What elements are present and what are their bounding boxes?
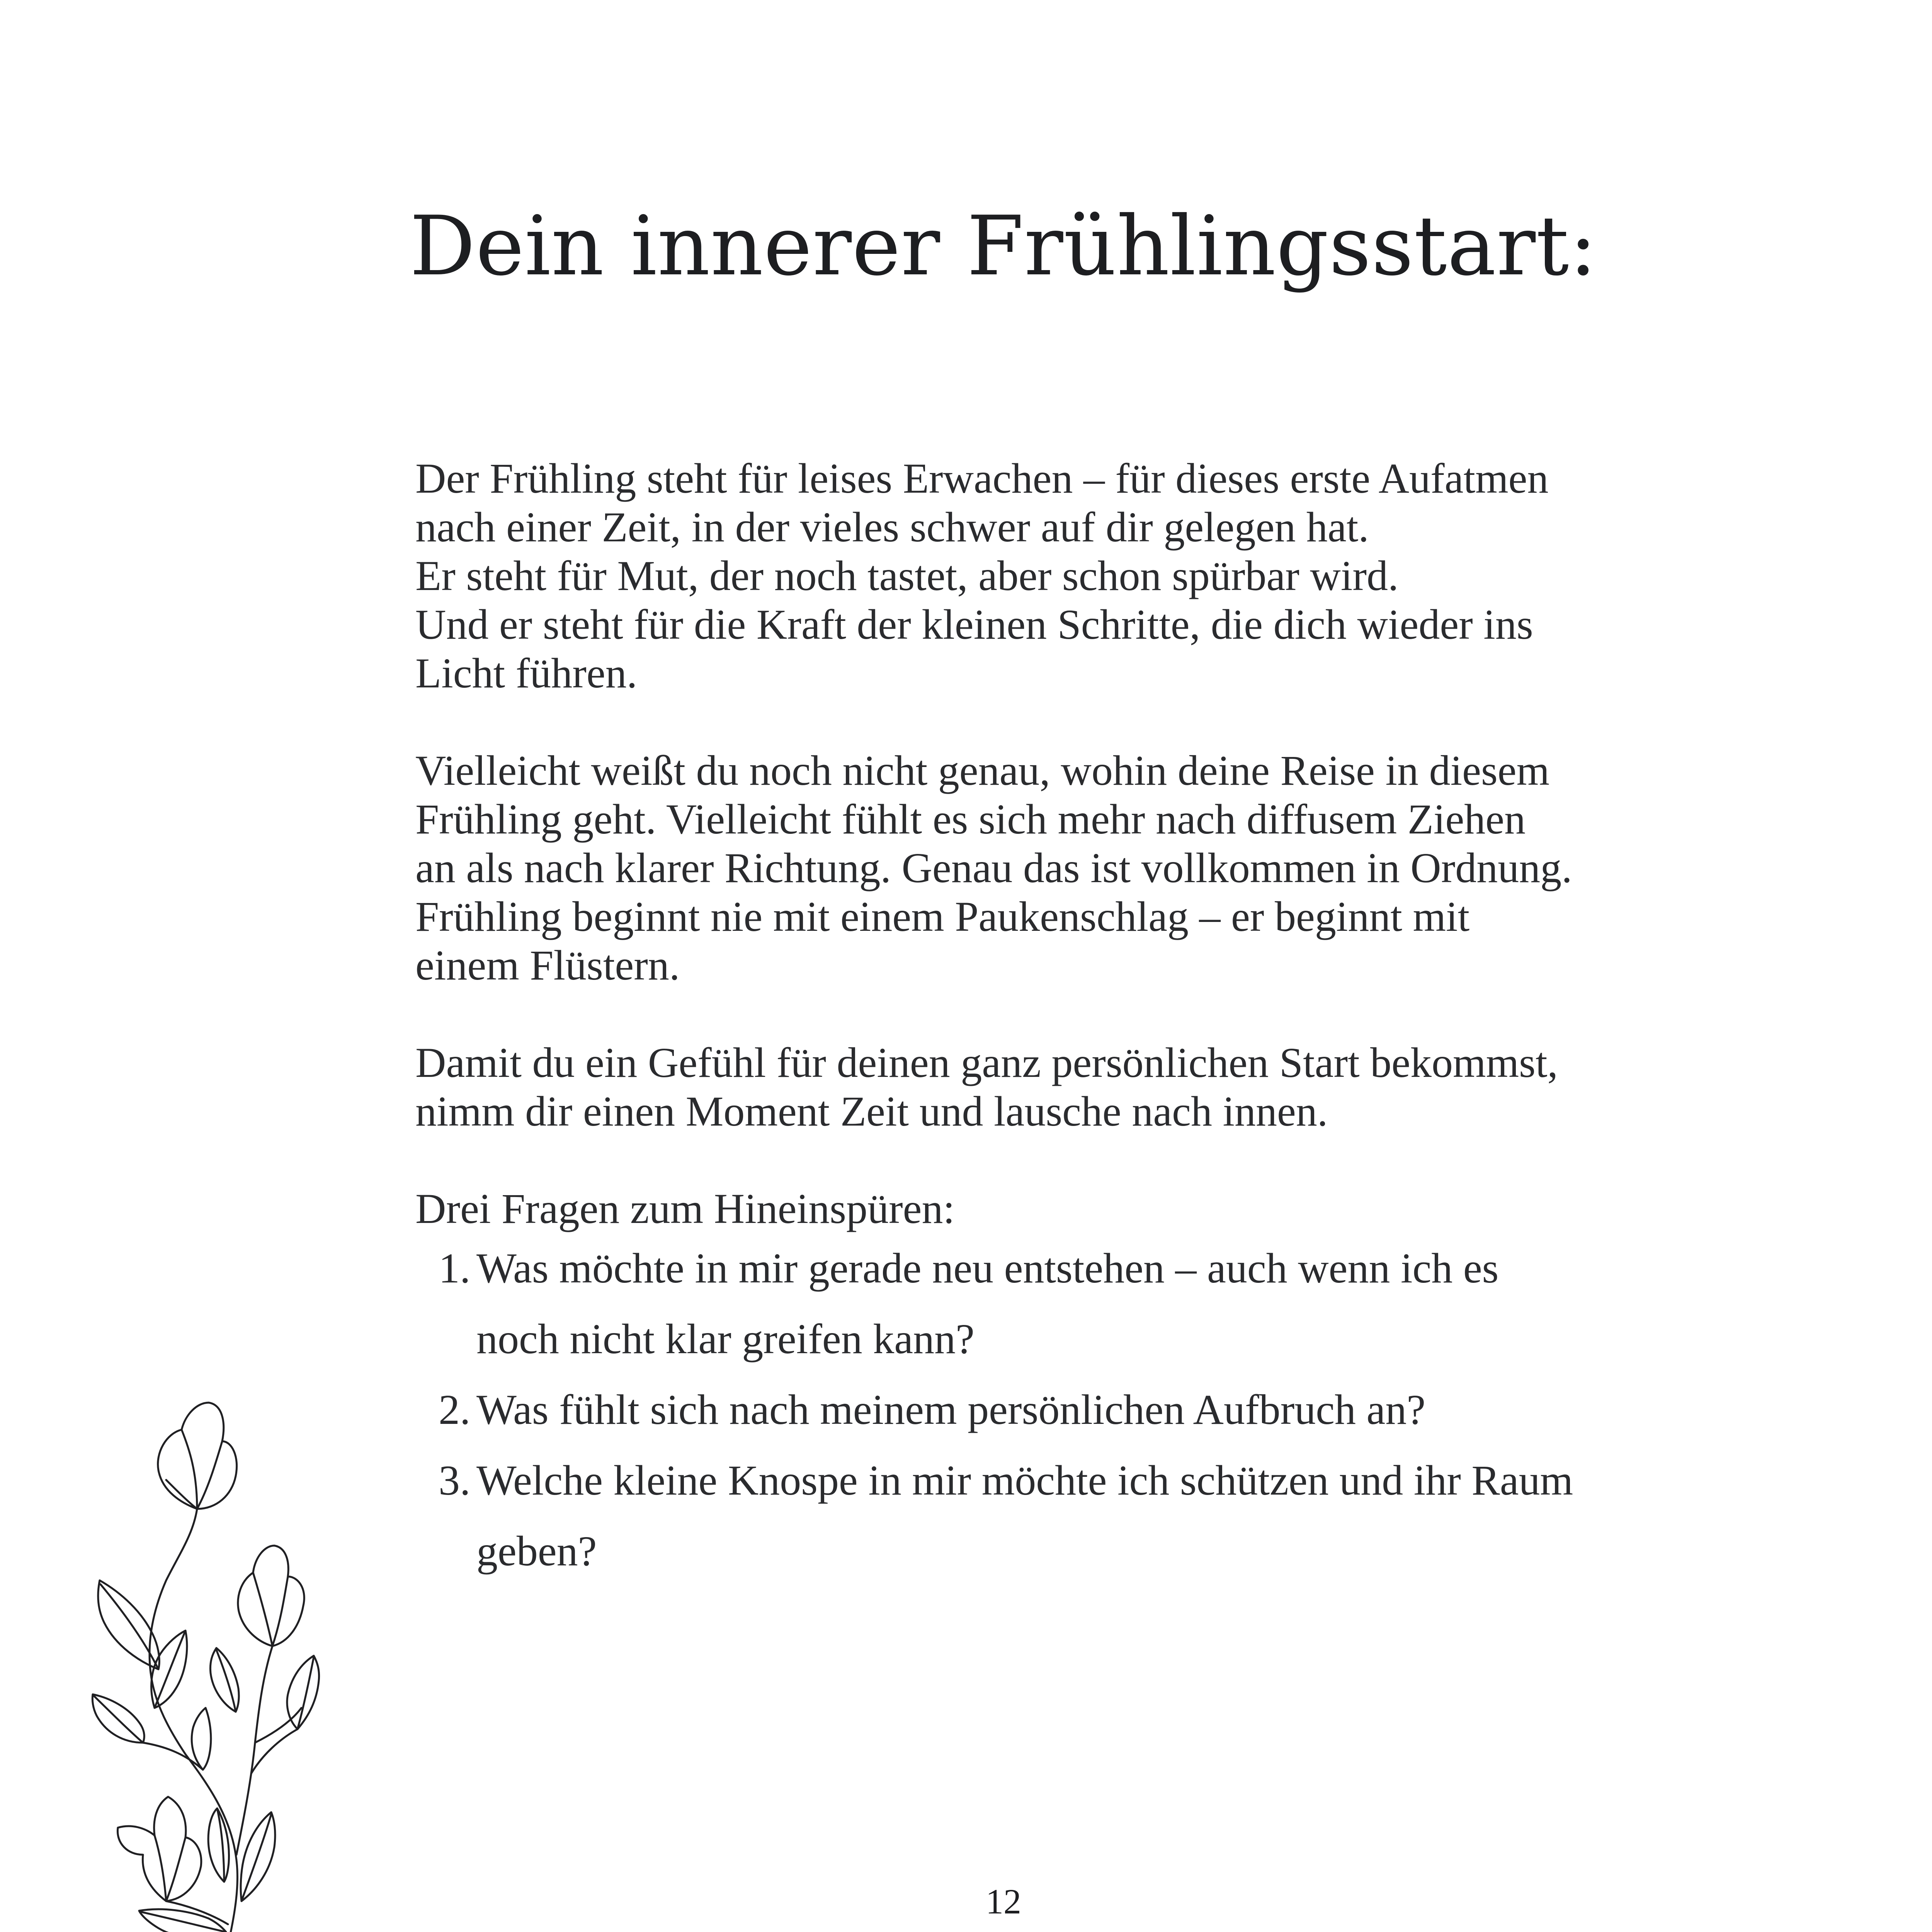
paragraph-line: Damit du ein Gefühl für deinen ganz persönlichen Start bekommst,: [415, 1039, 1558, 1086]
question-line: Was fühlt sich nach meinem persönlichen Aufbruch an?: [476, 1386, 1426, 1433]
bud: [238, 1546, 304, 1646]
paragraph-line: nimm dir einen Moment Zeit und lausche nach innen.: [415, 1088, 1328, 1135]
bud-petal: [197, 1441, 222, 1509]
leaf: [210, 1648, 239, 1712]
question-number: 3.: [439, 1457, 471, 1504]
question-number: 1.: [439, 1245, 471, 1292]
question-line: noch nicht klar greifen kann?: [476, 1315, 975, 1362]
page-title: Dein innerer Frühlingsstart:: [410, 198, 1597, 294]
question-item-3: [415, 1445, 1613, 1587]
bud-petal: [253, 1573, 272, 1646]
paragraph-3: [415, 1038, 1613, 1136]
paragraph-line: Vielleicht weißt du noch nicht genau, wohin deine Reise in diesem: [415, 747, 1550, 794]
bud-petal: [272, 1577, 288, 1646]
body-text: [415, 454, 1613, 1587]
floral-branch-icon: [70, 1376, 340, 1932]
page-number: 12: [986, 1882, 1021, 1921]
questions-intro: Drei Fragen zum Hineinspüren:: [415, 1185, 955, 1232]
bud-petal: [166, 1480, 197, 1509]
paragraph-line: nach einer Zeit, in der vieles schwer auf dir gelegen hat.: [415, 503, 1369, 551]
paragraph-line: Und er steht für die Kraft der kleinen Schritte, die dich wieder ins: [415, 601, 1533, 648]
question-item-2: [415, 1374, 1613, 1445]
paragraph-line: Licht führen.: [415, 650, 638, 697]
question-line: Was möchte in mir gerade neu entstehen – auch wenn ich es: [476, 1245, 1499, 1292]
paragraph-line: Der Frühling steht für leises Erwachen – für dieses erste Aufatmen: [415, 455, 1549, 502]
stem-branch: [251, 1729, 298, 1774]
paragraph-line: Frühling beginnt nie mit einem Paukenschlag – er beginnt mit: [415, 893, 1470, 940]
stem-branch: [236, 1646, 272, 1855]
paragraph-2: [415, 746, 1613, 990]
paragraph-line: einem Flüstern.: [415, 942, 680, 989]
paragraph-1: [415, 454, 1613, 697]
question-line: geben?: [476, 1527, 597, 1575]
paragraph-line: Er steht für Mut, der noch tastet, aber schon spürbar wird.: [415, 552, 1399, 599]
paragraph-line: an als nach klarer Richtung. Genau das ist vollkommen in Ordnung.: [415, 844, 1572, 891]
question-line: Welche kleine Knospe in mir möchte ich schützen und ihr Raum: [476, 1457, 1573, 1504]
question-item-1: [415, 1233, 1613, 1374]
leaf: [192, 1708, 211, 1770]
paragraph-line: Frühling geht. Vielleicht fühlt es sich mehr nach diffusem Ziehen: [415, 796, 1526, 843]
question-number: 2.: [439, 1386, 471, 1433]
questions-list: [415, 1233, 1613, 1587]
